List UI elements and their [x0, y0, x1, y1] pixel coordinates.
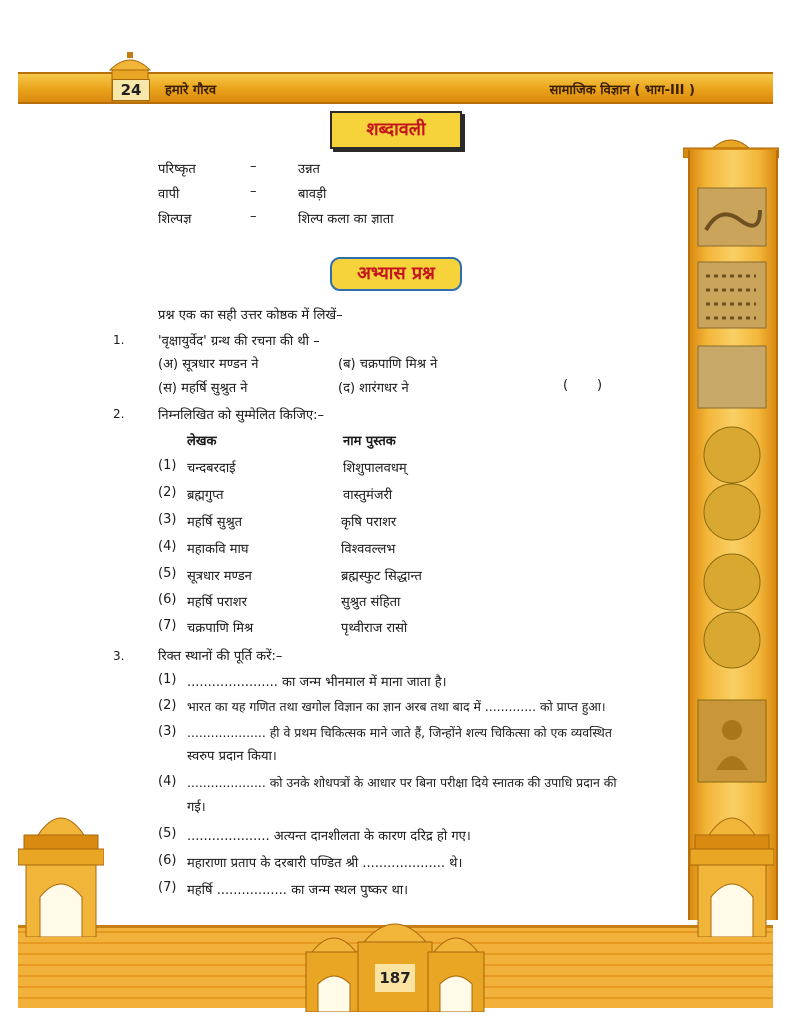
- fill-blank-number: (2): [158, 698, 177, 713]
- match-row-book: वास्तुमंजरी: [343, 488, 393, 503]
- fill-blank-text: महर्षि ................. का जन्म स्थल पुष्कर था।: [187, 883, 409, 898]
- right-kiosk-ornament-icon: [690, 805, 774, 937]
- match-row-number: (7): [158, 618, 177, 633]
- match-row-book: कृषि पराशर: [341, 515, 397, 530]
- header-left-title: हमारे गौरव: [165, 83, 217, 98]
- glossary-title: शब्दावली: [330, 111, 462, 149]
- exercise-title: अभ्यास प्रश्न: [330, 257, 462, 291]
- fill-blank-text-continued: स्वरुप प्रदान किया।: [187, 749, 277, 764]
- question-text: 'वृक्षायुर्वेद' ग्रन्थ की रचना की थी –: [158, 334, 320, 349]
- fill-blank-number: (4): [158, 774, 177, 789]
- match-row-book: शिशुपालवधम्: [343, 461, 407, 476]
- match-row-number: (4): [158, 539, 177, 554]
- fill-blank-text: ...................... का जन्म भीनमाल में माना जाता है।: [187, 675, 447, 690]
- match-row-author: महर्षि सुश्रुत: [187, 515, 243, 530]
- fill-blank-text-continued: गई।: [187, 800, 206, 815]
- glossary-dash: –: [250, 184, 257, 199]
- match-row-book: सुश्रुत संहिता: [341, 595, 401, 610]
- glossary-term: वापी: [158, 187, 180, 202]
- match-row-author: ब्रह्मगुप्त: [187, 488, 224, 503]
- fill-blank-text: महाराणा प्रताप के दरबारी पण्डित श्री .................... थे।: [187, 856, 463, 871]
- glossary-term: परिष्कृत: [158, 162, 196, 177]
- match-row-author: चन्दबरदाई: [187, 461, 236, 476]
- match-row-book: ब्रह्मस्फुट सिद्धान्त: [341, 569, 422, 584]
- option-b: (ब) चक्रपाणि मिश्र ने: [338, 357, 438, 372]
- left-kiosk-ornament-icon: [18, 805, 104, 937]
- match-row-number: (2): [158, 485, 177, 500]
- fill-blank-number: (5): [158, 826, 177, 841]
- option-c: (स) महर्षि सुश्रुत ने: [158, 381, 248, 396]
- column-header-book: नाम पुस्तक: [343, 434, 396, 449]
- fill-blank-text: भारत का यह गणित तथा खगोल विज्ञान का ज्ञान अरब तथा बाद में ............. को प्राप्त हुआ।: [187, 699, 606, 714]
- option-a: (अ) सूत्रधार मण्डन ने: [158, 357, 259, 372]
- header-right-title: सामाजिक विज्ञान ( भाग-III ): [549, 83, 695, 98]
- glossary-term: शिल्पज्ञ: [158, 212, 192, 227]
- match-row-book: विश्ववल्लभ: [341, 542, 396, 557]
- question-text: रिक्त स्थानों की पूर्ति करें:–: [158, 649, 283, 664]
- fill-blank-number: (7): [158, 880, 177, 895]
- match-row-author: महर्षि पराशर: [187, 595, 247, 610]
- glossary-meaning: शिल्प कला का ज्ञाता: [298, 212, 394, 227]
- question-number: 1.: [113, 333, 125, 347]
- fill-blank-text: .................... अत्यन्त दानशीलता के कारण दरिद्र हो गए।: [187, 829, 471, 844]
- fill-blank-number: (3): [158, 724, 177, 739]
- match-row-number: (5): [158, 566, 177, 581]
- glossary-meaning: बावड़ी: [298, 187, 327, 202]
- match-row-number: (3): [158, 512, 177, 527]
- glossary-dash: –: [250, 159, 257, 174]
- option-d: (द) शारंगधर ने: [338, 381, 409, 396]
- match-row-book: पृथ्वीराज रासो: [341, 621, 408, 636]
- match-row-number: (6): [158, 592, 177, 607]
- fill-blank-number: (6): [158, 853, 177, 868]
- match-row-author: चक्रपाणि मिश्र: [187, 621, 254, 636]
- exercise-intro: प्रश्न एक का सही उत्तर कोष्ठक में लिखें–: [158, 308, 343, 323]
- fill-blank-number: (1): [158, 672, 177, 687]
- answer-bracket: ( ): [563, 378, 603, 393]
- match-row-number: (1): [158, 458, 177, 473]
- glossary-meaning: उन्नत: [298, 162, 320, 177]
- question-number: 3.: [113, 649, 125, 663]
- fill-blank-text: .................... को उनके शोधपत्रों के आधार पर बिना परीक्षा दिये स्नातक की उपाधि प्रदान की: [187, 775, 617, 790]
- page-number-top: 24: [112, 79, 150, 101]
- glossary-dash: –: [250, 209, 257, 224]
- fill-blank-text: .................... ही वे प्रथम चिकित्सक माने जाते हैं, जिन्होंने शल्य चिकित्सा को एक व्यवस्थित: [187, 725, 612, 740]
- match-row-author: सूत्रधार मण्डन: [187, 569, 252, 584]
- match-row-author: महाकवि माघ: [187, 542, 249, 557]
- question-text: निम्नलिखित को सुम्मेलित किजिए:–: [158, 408, 324, 423]
- column-header-author: लेखक: [187, 434, 217, 449]
- center-palace-ornament-icon: [302, 912, 488, 1012]
- question-number: 2.: [113, 407, 125, 421]
- page-number-bottom: 187: [375, 964, 415, 992]
